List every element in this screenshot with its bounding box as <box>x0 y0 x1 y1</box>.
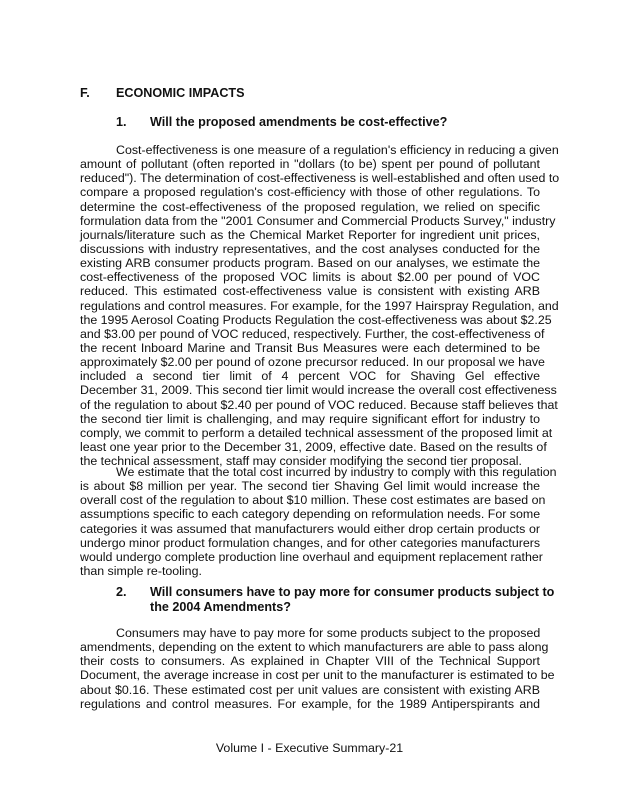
paragraph-consumer-cost <box>80 626 555 711</box>
text-line: of the regulation to about $2.40 per pound of VOC reduced. Because staff believes that <box>80 397 558 412</box>
question-1-number: 1. <box>116 115 127 129</box>
text-line: and $3.00 per pound of VOC reduced, respectively. Further, the cost-effectiveness of <box>80 326 545 341</box>
text-line: about $0.16. These estimated cost per unit values are consistent with existing ARB <box>80 682 540 697</box>
paragraph-total-cost <box>80 465 557 578</box>
text-line: the second tier limit is challenging, and may require significant effort for industry to <box>80 411 540 426</box>
text-line: determine the cost-effectiveness of the proposed regulation, we relied on specific <box>80 199 540 214</box>
text-line: categories it was assumed that manufacturers would either drop certain products or <box>80 521 540 536</box>
text-line: would undergo complete production line overhaul and equipment replacement rather <box>80 549 543 564</box>
text-line: comply, we commit to perform a detailed technical assessment of the proposed limit at <box>80 425 553 440</box>
text-line: We estimate that the total cost incurred by industry to comply with this regulation <box>116 465 557 479</box>
text-line: discussions with industry representatives, and the cost analyses conducted for the <box>80 241 540 256</box>
text-line: the technical assessment, staff may consider modifying the second tier proposal. <box>80 454 522 469</box>
text-line: assumptions specific to each category depending on reformulation needs. For some <box>80 507 541 522</box>
text-line: amendments, depending on the extent to which manufacturers are able to pass along <box>80 640 549 655</box>
text-line: the 1995 Aerosol Coating Products Regulation the cost-effectiveness was about $2.25 <box>80 312 552 327</box>
text-line: amount of pollutant (often reported in "dollars (to be) spent per pound of pollutant <box>80 157 540 172</box>
section-number: F. <box>80 86 90 100</box>
page-footer: Volume I - Executive Summary-21 <box>215 741 404 755</box>
text-line: cost-effectiveness of the proposed VOC limits is about $2.00 per pound of VOC <box>80 270 540 285</box>
text-line: undergo minor product formulation changes, and for other categories manufacturers <box>80 535 541 550</box>
text-line: least one year prior to the December 31, 2009, effective date. Based on the results of <box>80 439 547 454</box>
question-1-title: Will the proposed amendments be cost-effective? <box>150 115 448 129</box>
text-line: December 31, 2009. This second tier limit would increase the overall cost effectiveness <box>80 383 557 398</box>
text-line: than simple re-tooling. <box>80 563 202 578</box>
text-line: journals/literature such as the Chemical Market Reporter for ingredient unit prices, <box>80 227 540 242</box>
text-line: Consumers may have to pay more for some products subject to the proposed <box>116 626 541 640</box>
text-line: approximately $2.00 per pound of ozone precursor reduced. In our proposal we have <box>80 355 545 370</box>
question-2-number: 2. <box>116 585 127 599</box>
text-line: Cost-effectiveness is one measure of a regulation's efficiency in reducing a given <box>116 143 559 157</box>
text-line: regulations and control measures. For example, for the 1989 Antiperspirants and <box>80 696 540 711</box>
text-line: formulation data from the "2001 Consumer and Commercial Products Survey," industry <box>80 213 556 228</box>
question-2-title-line-1: Will consumers have to pay more for consumer products subject to <box>150 585 555 599</box>
paragraph-cost-effectiveness <box>80 143 560 469</box>
text-line: compare a proposed regulation's cost-efficiency with those of other regulations. To <box>80 185 540 200</box>
question-2-title-line-2: the 2004 Amendments? <box>150 600 291 614</box>
text-line: is about $8 million per year. The second tier Shaving Gel limit would increase the <box>80 479 540 494</box>
text-line: reduced. This estimated cost-effectiveness value is consistent with existing ARB <box>80 284 540 299</box>
text-line: included a second tier limit of 4 percent VOC for Shaving Gel effective <box>80 369 540 384</box>
text-line: overall cost of the regulation to about $10 million. These cost estimates are based on <box>80 493 546 508</box>
text-line: reduced"). The determination of cost-effectiveness is well-established and often used to <box>80 171 560 186</box>
text-line: existing ARB consumer products program. Based on our analyses, we estimate the <box>80 256 540 271</box>
text-line: their costs to consumers. As explained in Chapter VIII of the Technical Support <box>80 654 540 669</box>
text-line: regulations and control measures. For example, for the 1997 Hairspray Regulation, and <box>80 298 559 313</box>
text-line: the recent Inboard Marine and Transit Bus Measures were each determined to be <box>80 340 540 355</box>
section-title: ECONOMIC IMPACTS <box>116 86 245 100</box>
text-line: Document, the average increase in cost per unit to the manufacturer is estimated to be <box>80 668 555 683</box>
